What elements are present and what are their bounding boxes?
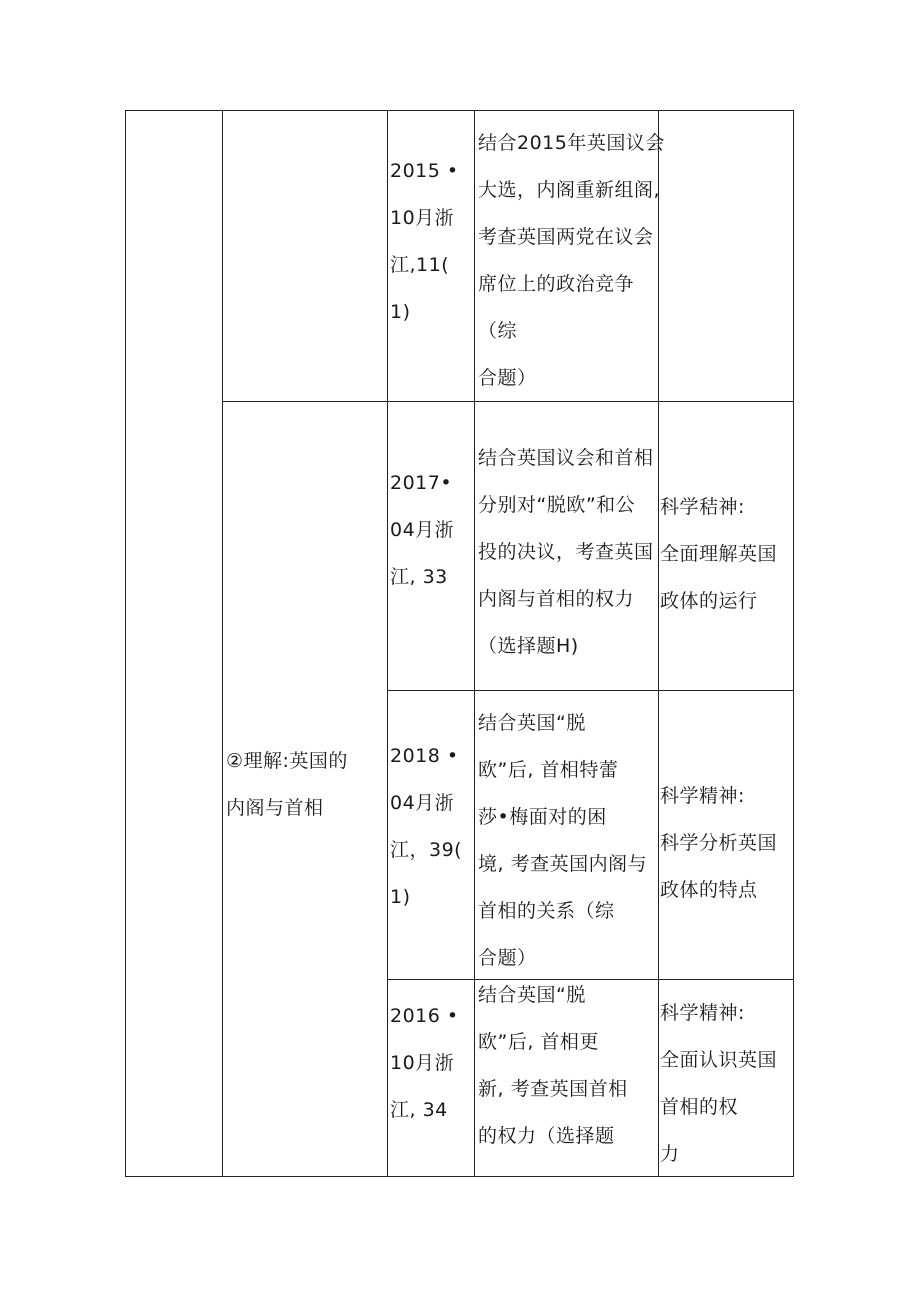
content-line: 内阁与首相的权力 — [478, 588, 635, 610]
core-literacy-cell — [660, 773, 777, 914]
content-line: 新, 考查英国首相 — [478, 1078, 628, 1100]
literacy-line: 全面认识英国 — [660, 1049, 778, 1071]
content-line: 欧”后, 首相特蕾 — [478, 759, 619, 781]
exam-source-cell — [390, 993, 459, 1134]
exam-source-line: 2018 • — [390, 745, 459, 767]
column-divider — [793, 110, 794, 1177]
content-line: 结合2015年英国议会 — [478, 132, 665, 154]
exam-source-cell — [390, 460, 454, 601]
exam-source-line: 2016 • — [390, 1005, 459, 1027]
topic-line: 内阁与首相 — [226, 797, 324, 819]
literacy-line: 首相的权 — [660, 1096, 739, 1118]
literacy-line: 力 — [660, 1143, 680, 1165]
literacy-line: 政体的特点 — [660, 879, 758, 901]
column-divider — [387, 110, 388, 1177]
exam-source-line: 1) — [390, 886, 411, 908]
exam-source-line: 1) — [390, 301, 411, 323]
content-line: 结合英国“脱 — [478, 984, 586, 1006]
content-line: 结合英国“脱 — [478, 712, 586, 734]
row-divider — [387, 690, 794, 691]
content-line: 考查英国两党在议会 — [478, 226, 654, 248]
row-divider — [222, 401, 388, 402]
exam-source-line: 2017• — [390, 472, 453, 494]
table-top-border — [125, 110, 794, 111]
content-cell — [478, 972, 628, 1160]
content-line: 境, 考查英国内阁与 — [478, 853, 648, 875]
exam-source-line: 江, 34 — [390, 1099, 448, 1121]
literacy-line: 政体的运行 — [660, 590, 758, 612]
exam-source-line: 10月浙 — [390, 1052, 455, 1074]
literacy-line: 科学秸神: — [660, 496, 745, 518]
content-line: 合题） — [478, 947, 537, 969]
column-divider — [222, 110, 223, 1177]
column-divider — [474, 110, 475, 1177]
content-cell — [478, 120, 665, 402]
exam-source-line: 江,11( — [390, 254, 450, 276]
content-line: 首相的关系（综 — [478, 900, 615, 922]
exam-source-cell — [390, 148, 459, 336]
content-line: 大选，内阁重新组阁, — [478, 179, 661, 201]
content-line: 席位上的政治竞争 — [478, 273, 635, 295]
content-cell — [478, 435, 654, 670]
content-line: 欧”后, 首相更 — [478, 1031, 599, 1053]
column-divider — [125, 110, 126, 1177]
topic-line: ②理解:英国的 — [226, 750, 348, 772]
content-line: 分别对“脱欧”和公 — [478, 494, 636, 516]
content-line: 结合英国议会和首相 — [478, 447, 654, 469]
literacy-line: 科学精神: — [660, 785, 745, 807]
content-line: （综 — [478, 320, 518, 342]
topic-cell — [226, 738, 348, 832]
exam-source-line: 2015 • — [390, 160, 459, 182]
literacy-line: 全面理解英国 — [660, 543, 778, 565]
exam-source-cell — [390, 733, 462, 921]
exam-source-line: 04月浙 — [390, 792, 455, 814]
content-line: 投的决议，考查英国 — [478, 541, 654, 563]
content-line: 合题） — [478, 367, 537, 389]
literacy-line: 科学精神: — [660, 1002, 745, 1024]
content-line: （选择题H) — [478, 635, 579, 657]
content-line: 莎•梅面对的困 — [478, 806, 607, 828]
exam-source-line: 江, 33 — [390, 566, 448, 588]
core-literacy-cell — [660, 484, 777, 625]
exam-source-line: 04月浙 — [390, 519, 455, 541]
content-cell — [478, 700, 647, 982]
content-line: 的权力（选择题 — [478, 1125, 615, 1147]
core-literacy-cell — [660, 990, 777, 1178]
literacy-line: 科学分析英国 — [660, 832, 778, 854]
exam-source-line: 10月浙 — [390, 207, 455, 229]
exam-source-line: 江，39( — [390, 839, 463, 861]
